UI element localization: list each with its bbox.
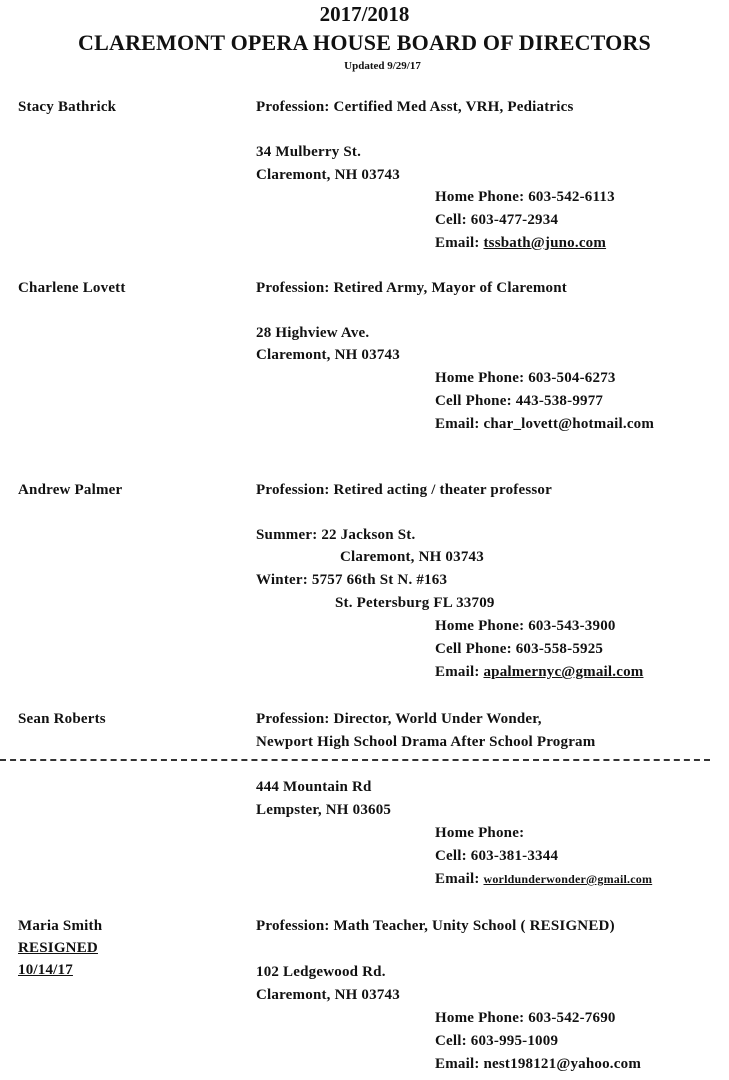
member-name: Charlene Lovett bbox=[18, 280, 126, 296]
member-email-line bbox=[435, 235, 606, 252]
member-home-phone: Home Phone: 603-543-3900 bbox=[435, 618, 616, 634]
email-label: Email: bbox=[435, 416, 484, 432]
member-email-line bbox=[435, 416, 654, 433]
member-city: Lempster, NH 03605 bbox=[256, 802, 392, 818]
member-profession: Profession: Retired Army, Mayor of Claremont bbox=[256, 280, 567, 296]
member-name: Stacy Bathrick bbox=[18, 99, 117, 115]
member-summer-city: Claremont, NH 03743 bbox=[340, 549, 484, 565]
member-city: Claremont, NH 03743 bbox=[256, 167, 400, 183]
member-street: 28 Highview Ave. bbox=[256, 325, 370, 341]
member-status: RESIGNED bbox=[18, 940, 98, 956]
email-label: Email: bbox=[435, 871, 484, 887]
member-profession: Profession: Director, World Under Wonder, bbox=[256, 711, 542, 727]
member-cell: Cell: 603-477-2934 bbox=[435, 212, 559, 228]
member-email-line bbox=[435, 871, 652, 888]
member-profession: Profession: Math Teacher, Unity School ( RESIGNED) bbox=[256, 918, 615, 934]
member-winter-address: Winter: 5757 66th St N. #163 bbox=[256, 572, 448, 588]
member-profession-line2: Newport High School Drama After School Program bbox=[256, 734, 596, 750]
member-cell: Cell: 603-381-3344 bbox=[435, 848, 559, 864]
member-cell: Cell: 603-995-1009 bbox=[435, 1033, 559, 1049]
member-city: Claremont, NH 03743 bbox=[256, 987, 400, 1003]
member-home-phone: Home Phone: 603-542-7690 bbox=[435, 1010, 616, 1026]
updated-date: Updated 9/29/17 bbox=[344, 60, 421, 72]
email-label: Email: bbox=[435, 1056, 484, 1072]
member-summer-address: Summer: 22 Jackson St. bbox=[256, 527, 416, 543]
member-winter-city: St. Petersburg FL 33709 bbox=[335, 595, 495, 611]
member-email[interactable]: char_lovett@hotmail.com bbox=[483, 416, 655, 432]
member-home-phone: Home Phone: 603-542-6113 bbox=[435, 189, 615, 205]
email-label: Email: bbox=[435, 664, 484, 680]
member-email-line bbox=[435, 1056, 641, 1073]
member-street: 102 Ledgewood Rd. bbox=[256, 964, 386, 980]
member-name: Maria Smith bbox=[18, 918, 103, 934]
email-label: Email: bbox=[435, 235, 484, 251]
member-cell: Cell Phone: 603-558-5925 bbox=[435, 641, 604, 657]
member-email-link[interactable]: tssbath@juno.com bbox=[483, 235, 607, 251]
member-profession: Profession: Certified Med Asst, VRH, Pediatrics bbox=[256, 99, 574, 115]
member-email-link[interactable]: apalmernyc@gmail.com bbox=[483, 664, 644, 680]
document-title: CLAREMONT OPERA HOUSE BOARD OF DIRECTORS bbox=[78, 30, 651, 55]
member-email-link[interactable]: worldunderwonder@gmail.com bbox=[483, 872, 653, 886]
member-email[interactable]: nest198121@yahoo.com bbox=[483, 1056, 642, 1072]
member-street: 34 Mulberry St. bbox=[256, 144, 362, 160]
member-name: Sean Roberts bbox=[18, 711, 106, 727]
member-city: Claremont, NH 03743 bbox=[256, 347, 400, 363]
member-status-date: 10/14/17 bbox=[18, 962, 73, 978]
member-email-line bbox=[435, 664, 644, 681]
member-street: 444 Mountain Rd bbox=[256, 779, 372, 795]
member-name: Andrew Palmer bbox=[18, 482, 123, 498]
document-year: 2017/2018 bbox=[319, 2, 410, 26]
member-cell: Cell Phone: 443-538-9977 bbox=[435, 393, 604, 409]
member-profession: Profession: Retired acting / theater professor bbox=[256, 482, 552, 498]
dashed-divider bbox=[0, 759, 710, 761]
member-home-phone: Home Phone: bbox=[435, 825, 525, 841]
member-home-phone: Home Phone: 603-504-6273 bbox=[435, 370, 616, 386]
